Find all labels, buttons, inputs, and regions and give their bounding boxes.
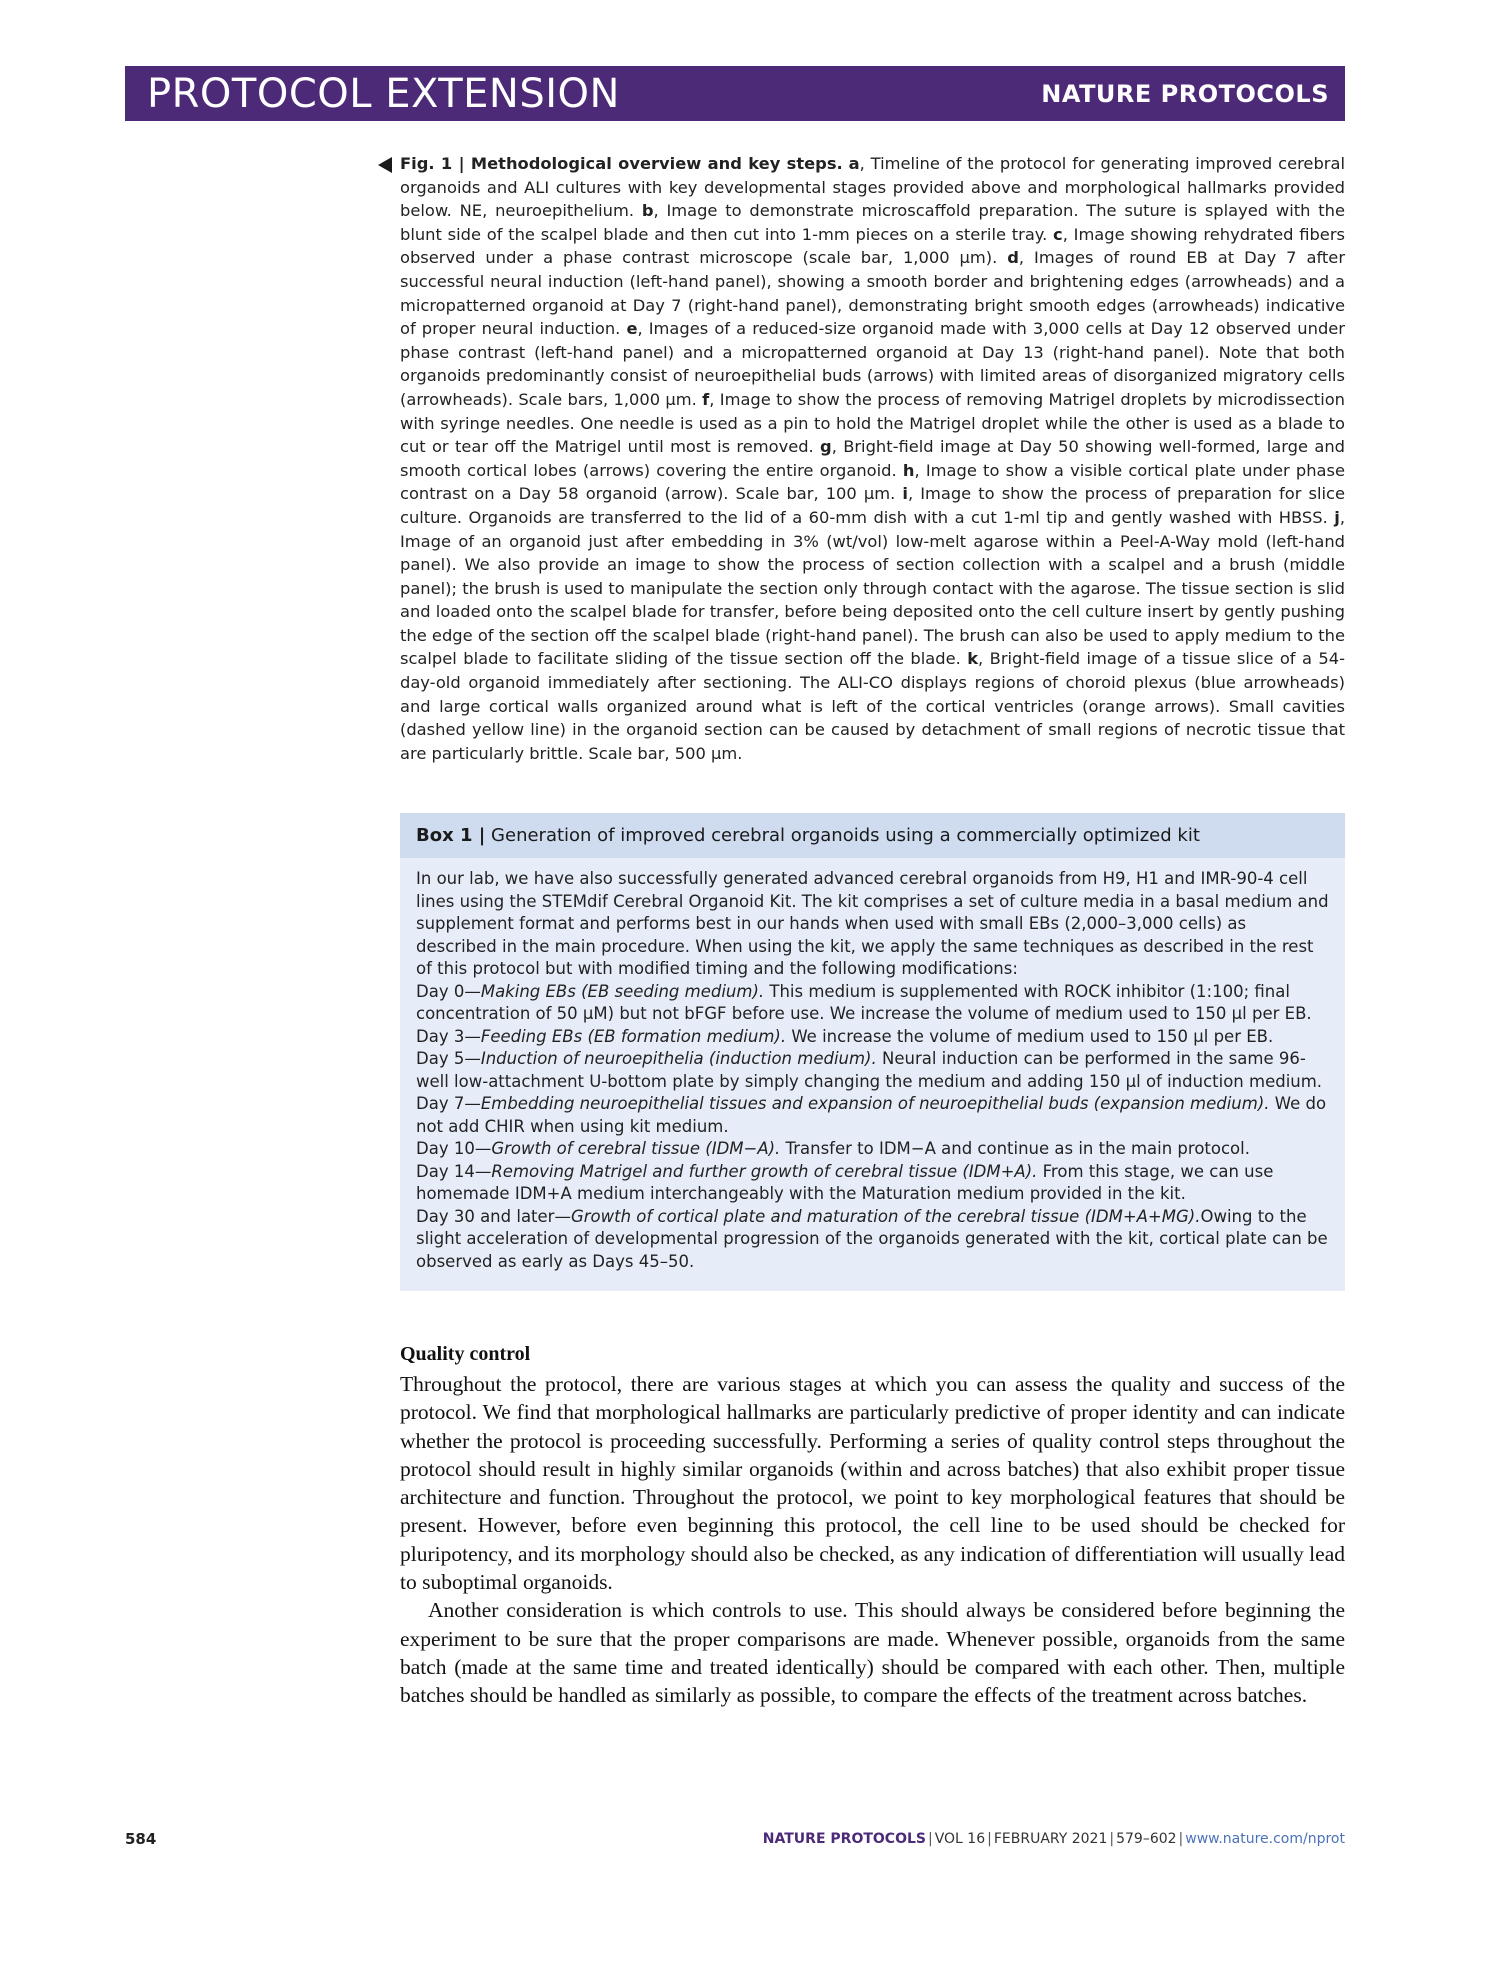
day-label: Day 5— bbox=[416, 1049, 481, 1068]
box-day-entry bbox=[416, 1048, 1329, 1093]
box-1 bbox=[400, 813, 1345, 1291]
panel-description: , Images of a reduced-size organoid made with 3,000 cells at Day 12 observed under phase contrast (left-hand panel) and a micropatterned organoid at Day 13 (right-hand panel). Note that both organoids predominantly consist of neuroepithelial buds (arrows) with limited areas of disorganized migratory cells (arrowheads). Scale bars, 1,000 μm. bbox=[400, 319, 1345, 409]
panel-description: , Image to demonstrate microscaffold preparation. The suture is splayed with the blunt side of the scalpel blade and then cut into 1-mm pieces on a sterile tray. bbox=[400, 201, 1345, 244]
footer-separator: | bbox=[987, 1831, 992, 1847]
box-day-entry bbox=[416, 981, 1329, 1026]
panel-description: , Image of an organoid just after embedding in 3% (wt/vol) low-melt agarose within a Peel-A-Way mold (left-hand panel). We also provide an image to show the process of section collection with a scalpel and a brush (middle panel); the brush is used to manipulate the section only through contact with the agarose. The tissue section is slid and loaded onto the scalpel blade for transfer, before being deposited onto the cell culture insert by gently pushing the edge of the section off the scalpel blade (right-hand panel). The brush can also be used to apply medium to the scalpel blade to facilitate sliding of the tissue section off the blade. bbox=[400, 507, 1345, 669]
day-label: Day 10— bbox=[416, 1139, 492, 1158]
paragraph: Throughout the protocol, there are various stages at which you can assess the quality and success of the protocol. We find that morphological hallmarks are particularly predictive of proper identity and can indicate whether the protocol is proceeding successfully. Performing a series of quality control steps throughout the protocol should result in highly similar organoids (within and across batches) that also exhibit proper tissue architecture and function. Throughout the protocol, we point to key morphological features that should be present. However, before even beginning this protocol, the cell line to be used should be checked for pluripotency, and its morphology should also be checked, as any indication of differentiation will usually lead to suboptimal organoids. bbox=[400, 1372, 1345, 1595]
day-step-title: Making EBs (EB seeding medium). bbox=[480, 981, 765, 1001]
box-title-text: Generation of improved cerebral organoids using a commercially optimized kit bbox=[485, 825, 1200, 846]
panel-description: , Image to show the process of removing Matrigel droplets by microdissection with syringe needles. One needle is used as a pin to hold the Matrigel droplet while the other is used as a blade to cut or tear off the Matrigel until most is removed. bbox=[400, 389, 1345, 457]
caption-pointer-icon bbox=[378, 157, 392, 173]
panel-description: , Bright-field image at Day 50 showing well-formed, large and smooth cortical lobes (arrows) covering the entire organoid. bbox=[400, 437, 1345, 480]
box-body bbox=[400, 858, 1345, 1273]
panel-label: d bbox=[1007, 248, 1019, 268]
day-step-text: Owing to the slight acceleration of developmental progression of the organoids generated with the kit, cortical plate can be observed as early as Days 45–50. bbox=[416, 1206, 1328, 1271]
day-step-text: This medium is supplemented with ROCK inhibitor (1:100; final concentration of 50 μM) but not bFGF before use. We increase the volume of medium used to 150 μl per EB. bbox=[416, 981, 1312, 1023]
day-step-title: Embedding neuroepithelial tissues and expansion of neuroepithelial buds (expansion medium). bbox=[480, 1094, 1270, 1113]
figure-label: Fig. 1 | Methodological overview and key steps. bbox=[400, 154, 843, 173]
box-day-entry bbox=[416, 1093, 1329, 1138]
panel-label: j bbox=[1334, 507, 1340, 527]
box-intro: In our lab, we have also successfully generated advanced cerebral organoids from H9, H1 and IMR-90-4 cell lines using the STEMdif Cerebral Organoid Kit. The kit comprises a set of culture media in a basal medium and supplement format and performs best in our hands when used with small EBs (2,000–3,000 cells) as described in the main procedure. When using the kit, we apply the same techniques as described in the rest of this protocol but with modified timing and the following modifications: bbox=[416, 869, 1329, 978]
article-type-label: PROTOCOL EXTENSION bbox=[147, 70, 620, 117]
day-step-title: Induction of neuroepithelia (induction medium). bbox=[480, 1049, 877, 1068]
day-step-title: Removing Matrigel and further growth of cerebral tissue (IDM+A). bbox=[491, 1161, 1038, 1181]
panel-description: , Bright-field image of a tissue slice of a 54-day-old organoid immediately after sectioning. The ALI-CO displays regions of choroid plexus (blue arrowheads) and large cortical walls organized around what is left of the cortical ventricles (orange arrows). Small cavities (dashed yellow line) in the organoid section can be caused by detachment of small regions of necrotic tissue that are particularly brittle. Scale bar, 500 μm. bbox=[400, 649, 1345, 763]
footer-pages: 579–602 bbox=[1116, 1831, 1177, 1847]
panel-label: h bbox=[902, 460, 915, 480]
header-bar bbox=[125, 66, 1345, 121]
day-label: Day 0— bbox=[416, 981, 481, 1001]
box-day-entry bbox=[416, 1206, 1329, 1274]
footer-date: FEBRUARY 2021 bbox=[993, 1831, 1108, 1847]
box-title-label: Box 1 | bbox=[416, 825, 486, 846]
day-step-title: Growth of cerebral tissue (IDM−A). bbox=[491, 1139, 781, 1158]
day-step-text: Neural induction can be performed in the same 96-well low-attachment U-bottom plate by simply changing the medium and adding 150 μl of induction medium. bbox=[416, 1049, 1323, 1091]
page-number: 584 bbox=[125, 1830, 157, 1848]
footer-journal: NATURE PROTOCOLS bbox=[762, 1831, 926, 1847]
day-step-text: We increase the volume of medium used to 150 μl per EB. bbox=[786, 1026, 1274, 1046]
caption-body bbox=[400, 154, 1345, 763]
day-step-text: Transfer to IDM−A and continue as in the main protocol. bbox=[780, 1139, 1250, 1158]
day-step-text: From this stage, we can use homemade IDM+A medium interchangeably with the Maturation medium provided in the kit. bbox=[416, 1161, 1274, 1203]
panel-description: , Images of round EB at Day 7 after successful neural induction (left-hand panel), showing a smooth border and brightening edges (arrowheads) and a micropatterned organoid at Day 7 (right-hand panel), demonstrating bright smooth edges (arrowheads) indicative of proper neural induction. bbox=[400, 248, 1346, 339]
panel-label: k bbox=[967, 649, 979, 669]
panel-description: , Image showing rehydrated fibers observed under a phase contrast microscope (scale bar, 1,000 μm). bbox=[400, 224, 1345, 268]
day-label: Day 14— bbox=[416, 1161, 492, 1181]
panel-description: , Image to show a visible cortical plate under phase contrast on a Day 58 organoid (arrow). Scale bar, 100 μm. bbox=[400, 460, 1345, 504]
paragraph: Another consideration is which controls to use. This should always be considered before beginning the experiment to be sure that the proper comparisons are made. Whenever possible, organoids from the same batch (made at the same time and treated identically) should be compared with each other. Then, multiple batches should be handled as similarly as possible, to compare the effects of the treatment across batches. bbox=[400, 1598, 1345, 1708]
box-day-entry bbox=[416, 1138, 1329, 1161]
panel-label: a bbox=[848, 154, 860, 173]
footer-separator: | bbox=[1178, 1831, 1184, 1847]
panel-label: b bbox=[641, 201, 654, 221]
panel-label: g bbox=[820, 437, 832, 457]
footer-url-link[interactable]: www.nature.com/nprot bbox=[1185, 1831, 1345, 1847]
day-step-title: Growth of cortical plate and maturation of the cerebral tissue (IDM+A+MG). bbox=[570, 1206, 1201, 1226]
box-title bbox=[400, 813, 1345, 858]
day-label: Day 3— bbox=[416, 1026, 481, 1046]
panel-label: e bbox=[626, 319, 638, 339]
box-day-list bbox=[416, 981, 1329, 1274]
footer-citation bbox=[763, 1831, 1345, 1847]
footer-separator: | bbox=[927, 1831, 933, 1847]
panel-description: , Timeline of the protocol for generating improved cerebral organoids and ALI cultures with key developmental stages provided above and morphological hallmarks provided below. NE, neuroepithelium. bbox=[400, 154, 1345, 221]
panel-label: c bbox=[1053, 224, 1063, 244]
day-label: Day 30 and later— bbox=[416, 1206, 571, 1226]
day-step-title: Feeding EBs (EB formation medium). bbox=[480, 1026, 787, 1046]
section-body bbox=[400, 1370, 1345, 1710]
panel-label: i bbox=[902, 484, 908, 504]
footer-volume: VOL 16 bbox=[934, 1831, 986, 1847]
footer-separator: | bbox=[1109, 1831, 1115, 1847]
box-day-entry bbox=[416, 1161, 1329, 1206]
journal-name: NATURE PROTOCOLS bbox=[1041, 79, 1329, 108]
panel-label: f bbox=[702, 389, 710, 409]
section-heading: Quality control bbox=[400, 1343, 531, 1365]
day-step-text: We do not add CHIR when using kit medium. bbox=[416, 1094, 1327, 1136]
day-label: Day 7— bbox=[416, 1094, 481, 1113]
figure-caption bbox=[400, 152, 1345, 765]
panel-description: , Image to show the process of preparation for slice culture. Organoids are transferred to the lid of a 60-mm dish with a cut 1-ml tip and gently washed with HBSS. bbox=[400, 484, 1345, 527]
box-day-entry bbox=[416, 1026, 1329, 1049]
